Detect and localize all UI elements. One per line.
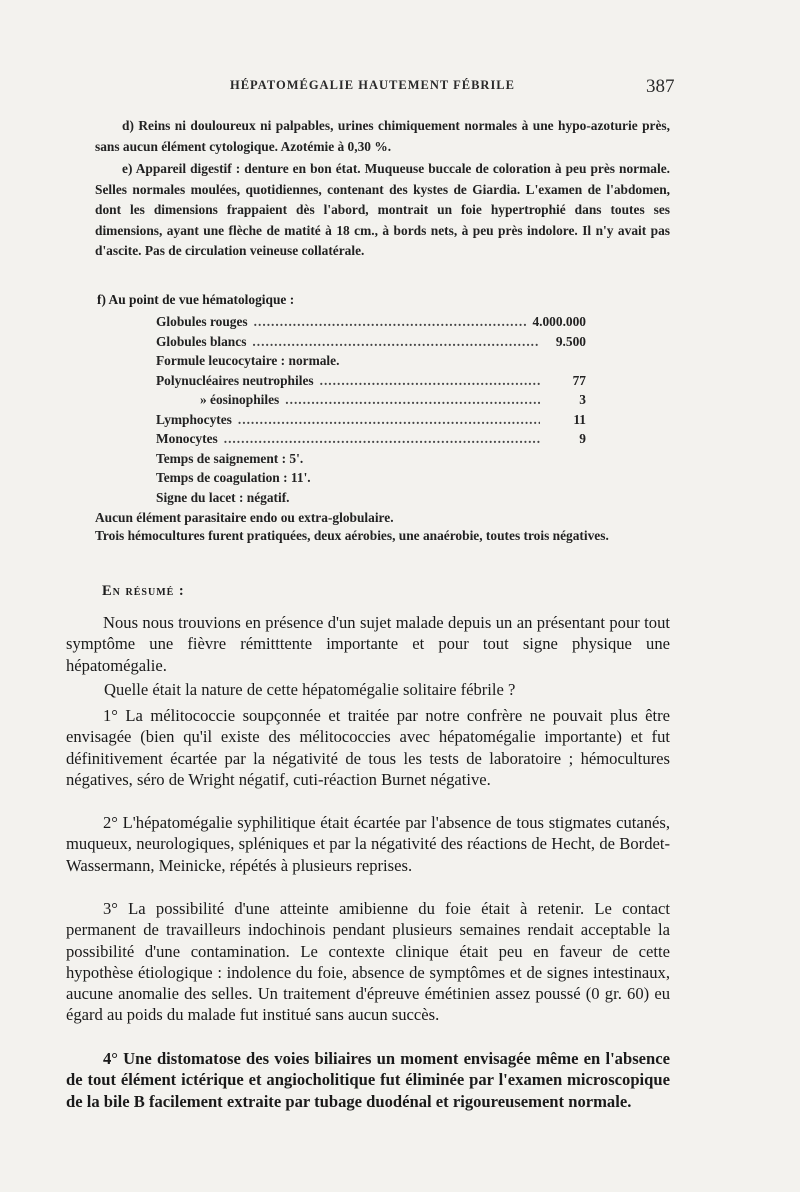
hematology-label: Temps de saignement : 5'. — [156, 450, 304, 466]
summary-question: Quelle était la nature de cette hépatomégalie solitaire fébrile ? — [104, 680, 516, 699]
page-header — [0, 76, 800, 100]
paragraph-amibiase: 3° La possibilité d'une atteinte amibienne du foie était à retenir. Le contact permanent de travailleurs indochinois pendant plusieurs semaines rendait acceptable la possibilité d'une contamination. Le contexte clinique était peu en faveur de cette hypothèse étiologique : indolence du foie, absence de symptômes et de signes intestinaux, aucune anomalie des selles. Un traitement d'épreuve émétinien assez poussé (0 gr. 60) eu égard au poids du malade fut institué sans aucun succès. — [66, 899, 670, 1025]
hematology-value: 3 — [579, 392, 586, 407]
hematology-label: Signe du lacet : négatif. — [156, 489, 290, 505]
hematology-value: 4.000.000 — [532, 314, 586, 329]
hematology-row — [156, 412, 586, 432]
hematology-intro: f) Au point de vue hématologique : — [97, 292, 295, 307]
hematology-row — [156, 334, 586, 354]
running-title: HÉPATOMÉGALIE HAUTEMENT FÉBRILE — [230, 78, 515, 92]
hematology-value: 11 — [573, 411, 586, 427]
hematology-label: Monocytes — [156, 431, 218, 446]
hematology-label: » éosinophiles — [200, 392, 280, 407]
paragraph-syphilis: 2° L'hépatomégalie syphilitique était écartée par l'absence de tous stigmates cutanés, muqueux, neurologiques, spléniques et par la négativité des réactions de Hecht, de Bordet-Wassermann, Meinicke, répétés à plusieurs reprises. — [66, 813, 670, 875]
leader-dots — [285, 392, 540, 408]
hematology-row — [156, 392, 586, 412]
hematology-row — [156, 431, 586, 451]
hematology-label: Globules rouges — [156, 314, 248, 329]
summary-intro: Nous nous trouvions en présence d'un sujet malade depuis un an présentant pour tout symptôme une fièvre rémitttente importante et pour tout signe physique une hépatomégalie. — [66, 613, 670, 675]
hematology-label: Polynucléaires neutrophiles — [156, 372, 314, 388]
hematology-value: 77 — [572, 372, 586, 388]
hematology-label: Globules blancs — [156, 333, 247, 349]
paragraph-e: e) Appareil digestif : denture en bon état. Muqueuse buccale de coloration à peu près normale. Selles normales moulées, quotidiennes, contenant des kystes de Giardia. L'examen de l'abdomen, dont les dimensions frappaient dès l'abord, montrait un foie hypertrophié dans toutes ses dimensions, ayant une flèche de matité à 18 cm., à bords nets, à peu près indolore. Il n'y avait pas d'ascite. Pas de circulation veineuse collatérale. — [95, 161, 670, 258]
leader-dots — [238, 412, 540, 428]
hemoculture-note: Trois hémocultures furent pratiquées, deux aérobies, une anaérobie, toutes trois négatives. — [95, 528, 609, 543]
hematology-row — [156, 314, 586, 334]
hematology-value: 9.500 — [555, 333, 586, 349]
hematology-table — [156, 314, 586, 509]
leader-dots — [252, 334, 540, 350]
hematology-row — [156, 373, 586, 393]
hematology-row — [156, 490, 586, 510]
leader-dots — [224, 431, 540, 447]
paragraph-distomatose: 4° Une distomatose des voies biliaires un moment envisagée même en l'absence de tout élément ictérique et angiocholitique fut éliminée par l'examen microscopique de la bile B facilement extraite par tubage duodénal et rigoureusement normale. — [66, 1049, 670, 1111]
parasite-note: Aucun élément parasitaire endo ou extra-globulaire. — [95, 510, 394, 525]
hematology-label: Formule leucocytaire : normale. — [156, 353, 340, 368]
hematology-label: Temps de coagulation : 11'. — [156, 470, 311, 485]
hematology-row — [156, 353, 586, 373]
leader-dots — [320, 373, 540, 389]
paragraph-d: d) Reins ni douloureux ni palpables, urines chimiquement normales à une hypo-azoturie près, sans aucun élément cytologique. Azotémie à 0,30 %. — [95, 118, 670, 154]
hematology-label: Lymphocytes — [156, 411, 232, 427]
hematology-row — [156, 451, 586, 471]
hematology-row — [156, 470, 586, 490]
paragraph-melitococcie: 1° La mélitococcie soupçonnée et traitée par notre confrère ne pouvait plus être envisagée (bien qu'il existe des mélitococcies avec hépatomégalie importante) et fut définitivement écartée par la négativité de tous les tests de laboratoire ; hémocultures négatives, séro de Wright négatif, cuti-réaction Burnet négative. — [66, 706, 670, 789]
page-number: 387 — [646, 76, 675, 97]
hematology-value: 9 — [579, 431, 586, 446]
section-heading: En résumé : — [102, 583, 185, 599]
leader-dots — [254, 314, 527, 330]
